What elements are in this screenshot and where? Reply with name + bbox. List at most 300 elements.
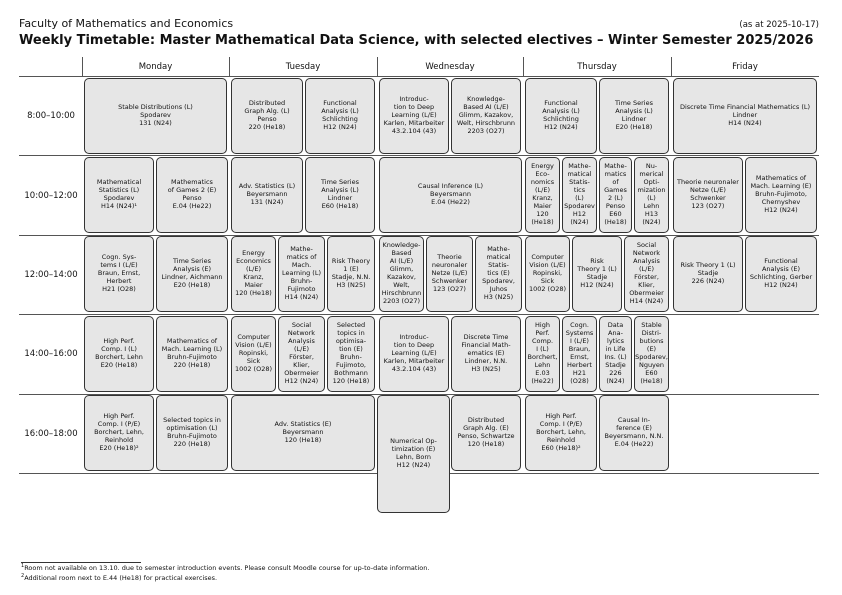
course-text-line: Kranz,	[532, 194, 553, 202]
course-text-line: Nguyen	[638, 360, 665, 369]
course-text-line: Selected	[336, 321, 366, 330]
course-text-line: Stadje	[586, 273, 608, 281]
course-cell	[475, 236, 522, 312]
course-text-line: Numerical Op-	[390, 437, 437, 446]
course-text-line: Bruhn-	[340, 353, 362, 361]
course-text-line: Mathematical	[96, 178, 142, 187]
course-text-line: Obermeier	[629, 288, 664, 297]
course-text-line: Fujimoto	[287, 284, 316, 293]
course-text-line: Analysis	[288, 337, 315, 346]
course-text-line: Theorie neuronaler	[677, 178, 739, 187]
course-text-line: 226	[609, 368, 622, 377]
course-text-line: Vision (L/E)	[235, 341, 272, 350]
course-text-line: Mathe-	[290, 245, 313, 254]
course-text-line: E60	[645, 368, 658, 377]
footnote-1: $^1$Room not available on 13.10. due to semester introduction events. Please consult Moodle course for up-to-date information.	[21, 563, 430, 573]
course-cell	[379, 236, 424, 312]
course-text-line: 2203 (O27)	[467, 126, 505, 135]
time-slot-label: 8:00–10:00	[27, 111, 75, 121]
course-text-line: Mathe-	[604, 162, 627, 171]
course-cell	[231, 395, 375, 471]
course-text-line: 1 (E)	[343, 265, 359, 274]
course-text-line: matics of	[286, 253, 317, 262]
course-text-line: 120 (He18)	[332, 376, 370, 385]
course-text-line: Lindner, Aichmann	[161, 273, 223, 281]
course-cell	[84, 78, 227, 154]
course-text-line: Functional	[544, 99, 578, 108]
course-text-line: Lindner, N.N.	[464, 356, 508, 365]
course-text-line: optimisation (L)	[166, 424, 218, 433]
course-text-line: Analysis (E)	[761, 265, 801, 274]
course-cell	[451, 78, 521, 154]
course-cell	[599, 157, 632, 233]
course-text-line: Mathe-	[487, 245, 510, 254]
course-text-line: High	[535, 321, 550, 330]
course-text-line: timization (E)	[391, 445, 436, 454]
course-text-line: 226 (N24)	[691, 276, 725, 285]
course-text-line: Theorie	[437, 253, 462, 262]
course-text-line: E.04 (He22)	[172, 201, 212, 210]
course-text-line: Opti-	[643, 178, 660, 187]
day-header-monday: Monday	[138, 62, 173, 72]
course-text-line: Förster,	[289, 353, 314, 361]
course-text-line: Welt, Hirschbrunn	[456, 118, 516, 127]
course-text-line: Braun, Ernst,	[97, 269, 141, 278]
course-text-line: Beyersmann, N.N.	[604, 432, 664, 440]
faculty-name: Faculty of Mathematics and Economics	[19, 17, 234, 30]
course-cell	[379, 78, 449, 154]
course-text-line: Kazakov,	[387, 273, 416, 281]
course-text-line: Ins. (L)	[604, 353, 627, 361]
course-text-line: Graph Alg. (E)	[463, 424, 509, 433]
course-cell	[624, 236, 669, 312]
course-text-line: Welt,	[393, 280, 410, 289]
course-text-line: Glimm,	[389, 265, 414, 274]
course-text-line: Comp.	[531, 337, 554, 346]
course-cell	[327, 236, 375, 312]
course-text-line: Stadje	[605, 360, 626, 369]
page-title: Weekly Timetable: Master Mathematical Data Science, with selected electives – Winter Semester 2025/2026	[19, 33, 814, 48]
course-text-line: Computer	[237, 333, 270, 342]
course-text-line: Functional	[323, 99, 357, 108]
course-text-line: Lindner	[732, 111, 758, 120]
course-text-line: Functional	[764, 257, 798, 266]
course-text-line: I (L/E)	[570, 337, 589, 346]
course-text-line: tion to Deep	[393, 103, 435, 112]
course-text-line: tion to Deep	[393, 341, 435, 350]
course-text-line: Ropinski,	[532, 269, 563, 278]
course-cell	[231, 157, 303, 233]
course-text-line: E60	[609, 209, 622, 218]
course-cell	[84, 157, 154, 233]
course-text-line: Social	[291, 321, 312, 330]
course-text-line: (He22)	[531, 376, 554, 385]
course-text-line: Comp. I (P/E)	[539, 420, 583, 429]
course-text-line: Energy	[242, 249, 265, 258]
time-slot-label: 14:00–16:00	[24, 349, 78, 359]
course-text-line: Spodarev,	[482, 276, 515, 285]
course-text-line: Reinhold	[104, 435, 134, 444]
course-text-line: ference (E)	[616, 424, 652, 433]
day-header-thursday: Thursday	[577, 62, 617, 72]
course-text-line: Beyersmann	[282, 428, 324, 437]
course-text-line: nomics	[530, 178, 555, 187]
course-text-line: topics in	[337, 329, 365, 338]
course-text-line: Sick	[540, 276, 555, 285]
course-text-line: High Perf.	[103, 337, 135, 346]
course-text-line: Schwenker	[431, 276, 468, 285]
course-cell	[745, 236, 817, 312]
course-text-line: Stadje	[697, 269, 719, 278]
course-text-line: Lindner	[621, 115, 647, 123]
course-text-line: E20 (He18)	[615, 122, 653, 131]
course-text-line: (L/E)	[293, 345, 309, 354]
course-text-line: Knowledge-	[466, 95, 506, 104]
course-text-line: E.03	[535, 368, 550, 377]
course-text-line: in Life	[605, 345, 626, 354]
course-text-line: Herbert	[106, 276, 132, 285]
course-text-line: 1002 (O28)	[528, 284, 567, 293]
course-cell	[525, 395, 597, 471]
course-text-line: tics	[573, 186, 586, 195]
course-text-line: 120 (He18)	[467, 439, 505, 448]
course-text-line: Penso	[605, 201, 626, 210]
course-text-line: Spodarev	[564, 201, 595, 210]
course-cell	[278, 316, 325, 392]
course-text-line: (He18)	[604, 217, 627, 226]
grid-line	[19, 314, 819, 315]
course-text-line: Causal Inference (L)	[417, 182, 484, 191]
day-header-friday: Friday	[732, 62, 758, 72]
course-cell	[84, 395, 154, 471]
course-text-line: Social	[636, 241, 657, 250]
course-cell	[305, 157, 375, 233]
course-text-line: Perf.	[535, 329, 550, 338]
course-text-line: Distributed	[248, 99, 286, 108]
course-text-line: Risk	[590, 257, 604, 266]
course-text-line: E.04 (He22)	[614, 439, 654, 448]
course-cell	[278, 236, 325, 312]
course-text-line: (L)	[575, 194, 584, 202]
course-text-line: Karlen, Mitarbeiter	[383, 356, 445, 365]
course-text-line: E20 (He18)	[173, 280, 211, 289]
course-text-line: Kranz,	[243, 273, 264, 281]
grid-line	[19, 155, 819, 156]
course-text-line: Mach.	[291, 261, 312, 270]
course-text-line: E20 (He18)	[100, 360, 138, 369]
course-text-line: Statistics (L)	[98, 186, 140, 195]
course-cell	[525, 316, 560, 392]
day-header-wednesday: Wednesday	[425, 62, 475, 72]
course-text-line: Analysis	[633, 257, 660, 266]
course-cell	[599, 395, 669, 471]
course-text-line: (He18)	[531, 217, 554, 226]
course-text-line: 43.2.104 (43)	[391, 364, 437, 373]
course-text-line: Statis-	[488, 261, 509, 270]
course-text-line: Klier,	[638, 280, 655, 289]
course-text-line: (O28)	[570, 376, 589, 385]
course-text-line: H14 (N24)¹	[100, 201, 138, 210]
course-text-line: Introduc-	[399, 333, 429, 342]
course-text-line: High Perf.	[545, 412, 577, 421]
course-cell	[156, 316, 228, 392]
course-text-line: Spodarev	[140, 111, 171, 120]
course-text-line: Schlichting	[322, 115, 358, 123]
course-text-line: 123 (O27)	[433, 284, 466, 293]
course-text-line: Penso, Schwartze	[457, 432, 515, 440]
course-text-line: Adv. Statistics (L)	[238, 182, 296, 191]
course-cell	[327, 316, 375, 392]
footnote-2: $^2$Additional room next to E.44 (He18) for practical exercises.	[21, 573, 218, 583]
course-text-line: Herbert	[567, 360, 592, 369]
course-text-line: Borchert, Lehn	[95, 353, 143, 361]
course-text-line: H12 (N24)	[323, 122, 357, 131]
course-text-line: Introduc-	[399, 95, 429, 104]
course-text-line: 120	[536, 209, 549, 218]
course-text-line: Lindner	[327, 194, 353, 202]
course-text-line: H14 (N24)	[284, 292, 319, 301]
time-slot-label: 12:00–14:00	[24, 270, 78, 280]
course-text-line: Comp. I (P/E)	[97, 420, 141, 429]
course-text-line: Mathe-	[568, 162, 591, 171]
course-cell	[525, 236, 570, 312]
course-cell	[451, 316, 521, 392]
course-cell	[599, 316, 632, 392]
course-cell	[84, 236, 154, 312]
course-text-line: Computer	[531, 253, 564, 262]
course-text-line: (L/E)	[534, 186, 550, 195]
course-cell	[673, 236, 743, 312]
course-text-line: Energy	[531, 162, 554, 171]
course-text-line: Bruhn-Fujimoto	[167, 432, 217, 440]
course-text-line: tems I (L/E)	[100, 261, 138, 270]
course-text-line: Mach. Learning (E)	[750, 182, 812, 191]
course-text-line: Mathematics of	[755, 174, 807, 183]
course-text-line: H3 (N25)	[471, 364, 501, 373]
course-text-line: Karlen, Mitarbeiter	[383, 118, 445, 127]
course-cell	[562, 316, 597, 392]
course-text-line: Reinhold	[546, 435, 576, 444]
course-text-line: 2 (L)	[608, 194, 623, 202]
course-cell	[562, 157, 597, 233]
course-text-line: Bruhn-	[290, 276, 313, 285]
course-text-line: neuronaler	[431, 261, 468, 270]
course-text-line: H21	[572, 368, 587, 377]
course-text-line: Learning (L)	[282, 269, 321, 278]
course-cell	[673, 157, 743, 233]
course-text-line: Chernyshev	[761, 197, 801, 206]
course-text-line: Lehn, Born	[396, 453, 431, 461]
course-cell	[156, 236, 228, 312]
course-text-line: E20 (He18)²	[99, 443, 139, 452]
course-text-line: H21 (O28)	[102, 284, 136, 293]
course-text-line: Ropinski,	[238, 349, 269, 358]
course-text-line: Lehn	[643, 201, 660, 210]
course-text-line: H12 (N24)	[580, 280, 614, 289]
course-text-line: 1002 (O28)	[234, 364, 273, 373]
course-text-line: H3 (N25)	[483, 292, 514, 301]
course-text-line: Borchert, Lehn,	[536, 428, 586, 437]
time-slot-label: 10:00–12:00	[24, 191, 78, 201]
course-cell	[156, 157, 228, 233]
course-text-line: Learning (L/E)	[391, 111, 437, 120]
course-text-line: Mach. Learning (L)	[161, 345, 223, 354]
course-text-line: Time Series	[173, 257, 211, 266]
course-text-line: optimisa-	[335, 337, 367, 346]
course-text-line: Risk Theory	[331, 257, 371, 266]
course-text-line: Lehn	[534, 360, 551, 369]
course-cell	[673, 78, 817, 154]
course-text-line: merical	[639, 170, 664, 179]
course-text-line: Fujimoto,	[335, 360, 366, 369]
course-text-line: 120 (He18)	[235, 288, 272, 297]
course-text-line: Economics	[236, 257, 271, 266]
course-text-line: 2203 (O27)	[382, 296, 421, 305]
course-text-line: Schlichting	[543, 115, 579, 123]
course-text-line: Förster,	[634, 273, 659, 281]
course-text-line: ematics (E)	[467, 349, 505, 358]
course-text-line: Nu-	[645, 162, 658, 171]
course-text-line: Time Series	[615, 99, 653, 108]
course-text-line: Analysis (L)	[615, 107, 653, 116]
course-text-line: 131 (N24)	[139, 118, 172, 127]
course-text-line: Netze (L/E)	[690, 186, 726, 195]
course-cell	[231, 236, 276, 312]
course-text-line: 131 (N24)	[250, 197, 284, 206]
course-text-line: H13	[644, 209, 659, 218]
course-text-line: Eco-	[535, 170, 550, 179]
course-cell	[379, 316, 449, 392]
course-text-line: (N24)	[642, 217, 661, 226]
course-text-line: tics (E)	[487, 269, 510, 278]
course-cell	[231, 316, 276, 392]
course-text-line: Stable	[641, 321, 662, 330]
course-text-line: Causal In-	[617, 416, 651, 425]
course-text-line: Selected topics in	[163, 416, 221, 425]
course-text-line: E60 (He18)	[321, 201, 359, 210]
course-text-line: Games	[604, 186, 627, 195]
course-text-line: Adv. Statistics (E)	[274, 420, 332, 429]
course-text-line: H14 (N24)	[728, 118, 762, 127]
course-text-line: H3 (N25)	[336, 280, 366, 289]
course-text-line: 120 (He18)	[284, 435, 322, 444]
course-cell	[745, 157, 817, 233]
course-cell	[451, 395, 521, 471]
course-text-line: Penso	[257, 115, 277, 123]
course-text-line: butions	[639, 337, 664, 346]
course-cell	[305, 78, 375, 154]
course-text-line: 220 (He18)	[248, 122, 286, 131]
course-text-line: Risk Theory 1 (L)	[680, 261, 736, 270]
course-text-line: matical	[567, 170, 592, 179]
course-text-line: mization	[637, 186, 666, 195]
course-text-line: Schlichting, Gerber	[749, 273, 813, 281]
course-cell	[379, 157, 522, 233]
course-text-line: Bothmann	[334, 368, 368, 377]
course-text-line: Graph Alg. (L)	[244, 107, 290, 116]
course-text-line: Maier	[533, 201, 552, 210]
grid-line	[19, 76, 819, 77]
course-text-line: (N24)	[606, 376, 625, 385]
course-cell	[572, 236, 622, 312]
course-text-line: tion (E)	[339, 345, 363, 354]
course-text-line: Analysis (E)	[172, 265, 211, 274]
course-cell	[634, 316, 669, 392]
course-text-line: Bruhn-Fujimoto	[167, 353, 217, 361]
course-text-line: Knowledge-	[382, 241, 421, 250]
course-text-line: Klier,	[293, 360, 310, 369]
course-text-line: Spodarev	[103, 194, 135, 202]
course-text-line: Stable Distributions (L)	[118, 103, 193, 112]
course-text-line: Borchert,	[527, 353, 558, 361]
course-text-line: Analysis (L)	[321, 186, 359, 195]
course-text-line: Time Series	[321, 178, 359, 187]
course-cell	[525, 157, 560, 233]
course-text-line: Beyersmann	[246, 190, 288, 199]
course-text-line: Discrete Time	[463, 333, 509, 342]
course-text-line: Ernst,	[570, 353, 589, 361]
course-text-line: H12 (N24)	[396, 460, 431, 469]
course-text-line: Glimm, Kazakov,	[458, 111, 514, 120]
course-text-line: H14 (N24)	[629, 296, 664, 305]
course-text-line: Mathematics	[171, 178, 213, 187]
course-text-line: Beyersmann	[430, 190, 471, 199]
course-text-line: of	[612, 178, 619, 187]
course-text-line: 220 (He18)	[173, 439, 211, 448]
course-text-line: Cogn. Sys-	[101, 253, 137, 262]
course-text-line: Based AI (L/E)	[463, 103, 509, 112]
course-text-line: Netze (L/E)	[431, 269, 468, 278]
course-text-line: H12 (N24)	[284, 376, 319, 385]
course-text-line: matical	[486, 253, 511, 262]
course-text-line: E60 (He18)²	[541, 443, 581, 452]
course-cell	[525, 78, 597, 154]
course-text-line: (L/E)	[638, 265, 654, 274]
course-text-line: Systems	[565, 329, 594, 338]
course-text-line: Theory 1 (L)	[577, 265, 617, 274]
course-text-line: Juhos	[489, 284, 508, 293]
course-cell	[84, 316, 154, 392]
course-text-line: I (L)	[536, 345, 549, 354]
course-text-line: Network	[632, 249, 661, 258]
course-text-line: Sick	[246, 356, 261, 365]
course-text-line: of Games 2 (E)	[167, 186, 217, 195]
course-cell	[426, 236, 473, 312]
course-text-line: H12 (N24)	[764, 280, 798, 289]
course-text-line: Based	[391, 249, 412, 258]
course-text-line: Network	[287, 329, 316, 338]
course-text-line: Borchert, Lehn,	[94, 428, 144, 437]
course-text-line: Analysis (L)	[321, 107, 359, 116]
course-text-line: High Perf.	[103, 412, 135, 421]
course-text-line: Hirschbrunn	[381, 288, 422, 297]
course-cell	[599, 78, 669, 154]
course-text-line: Data Ana-	[607, 321, 624, 338]
course-text-line: Stadje, N.N.	[331, 273, 371, 281]
course-text-line: lytics	[607, 337, 624, 346]
course-cell	[156, 395, 228, 471]
course-text-line: Analysis (L)	[542, 107, 580, 116]
course-text-line: (N24)	[570, 217, 589, 226]
course-text-line: Mathematics of	[166, 337, 218, 346]
course-cell	[231, 78, 303, 154]
course-text-line: E.04 (He22)	[431, 197, 470, 206]
course-text-line: Statis-	[569, 178, 590, 187]
course-text-line: Penso	[182, 194, 202, 202]
as-at-date: (as at 2025-10-17)	[739, 20, 819, 30]
course-text-line: Learning (L/E)	[391, 349, 437, 358]
course-text-line: Distributed	[467, 416, 505, 425]
